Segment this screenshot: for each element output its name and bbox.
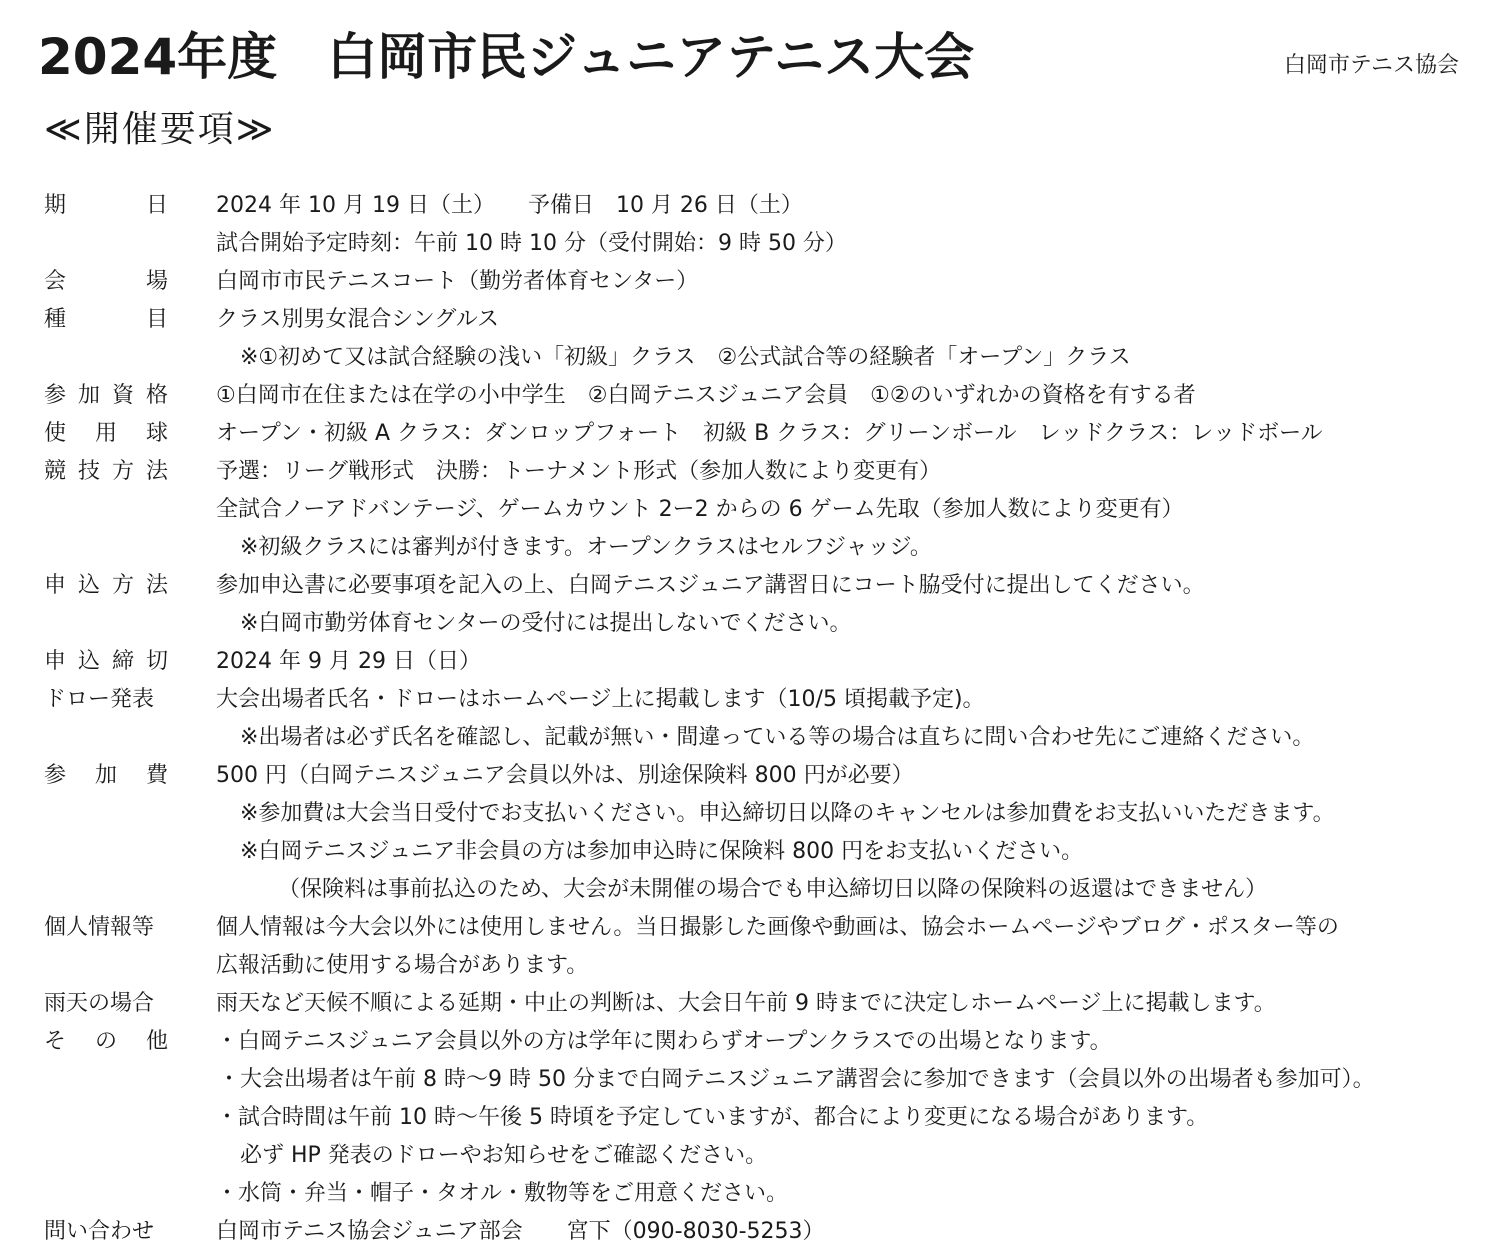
application-text: 参加申込書に必要事項を記入の上、白岡テニスジュニア講習日にコート脇受付に提出してください。 (216, 573, 1205, 598)
event-text: クラス別男女混合シングルス (216, 307, 500, 332)
row-other (0, 1023, 1495, 1061)
row-application-2 (0, 605, 1495, 643)
row-eligibility (0, 377, 1495, 415)
label-rain: 雨天の場合 (44, 991, 155, 1016)
ball-text: オープン・初級 A クラス：ダンロップフォート 初級 B クラス：グリーンボール レッドクラス：レッドボール (216, 421, 1323, 446)
row-other-3 (0, 1099, 1495, 1137)
label-eligibility: 参 加 資 格 (44, 383, 168, 408)
label-application: 申 込 方 法 (44, 573, 168, 598)
row-date (0, 187, 1495, 225)
format-note: ※初級クラスには審判が付きます。オープンクラスはセルフジャッジ。 (240, 535, 932, 560)
eligibility-text: ①白岡市在住または在学の小中学生 ②白岡テニスジュニア会員 ①②のいずれかの資格を有する者 (216, 383, 1196, 408)
fee-text: 500 円（白岡テニスジュニア会員以外は、別途保険料 800 円が必要） (216, 763, 914, 788)
draw-text: 大会出場者氏名・ドローはホームページ上に掲載します（10/5 頃掲載予定)。 (216, 687, 985, 712)
row-format-2 (0, 491, 1495, 529)
row-application (0, 567, 1495, 605)
privacy-text-2: 広報活動に使用する場合があります。 (216, 953, 589, 978)
row-privacy-2 (0, 947, 1495, 985)
row-fee-3 (0, 833, 1495, 871)
row-fee-4 (0, 871, 1495, 909)
row-venue (0, 263, 1495, 301)
row-draw-2 (0, 719, 1495, 757)
row-fee (0, 757, 1495, 795)
details-list (0, 187, 1495, 1251)
rain-text: 雨天など天候不順による延期・中止の判断は、大会日午前 9 時までに決定しホームページ上に掲載します。 (216, 991, 1276, 1016)
deadline-text: 2024 年 9 月 29 日（日） (216, 649, 481, 674)
other-item-1: ・白岡テニスジュニア会員以外の方は学年に関わらずオープンクラスでの出場となります。 (216, 1029, 1112, 1054)
page-title: 2024年度 白岡市民ジュニアテニス大会 (38, 28, 975, 86)
label-draw: ドロー発表 (44, 687, 155, 712)
draw-note: ※出場者は必ず氏名を確認し、記載が無い・間違っている等の場合は直ちに問い合わせ先にご連絡ください。 (240, 725, 1315, 750)
row-deadline (0, 643, 1495, 681)
event-note: ※①初めて又は試合経験の浅い「初級」クラス ②公式試合等の経験者「オープン」クラス (240, 345, 1131, 370)
fee-note-2: ※白岡テニスジュニア非会員の方は参加申込時に保険料 800 円をお支払いください。 (240, 839, 1084, 864)
label-privacy: 個人情報等 (44, 915, 155, 940)
label-ball: 使 用 球 (44, 421, 168, 446)
section-heading: ≪開催要項≫ (44, 109, 276, 150)
label-fee: 参 加 費 (44, 763, 168, 788)
label-event: 種 目 (44, 307, 168, 332)
venue-text: 白岡市市民テニスコート（勤労者体育センター） (216, 269, 699, 294)
date-text: 2024 年 10 月 19 日（土） 予備日 10 月 26 日（土） (216, 193, 803, 218)
format-text: 予選：リーグ戦形式 決勝：トーナメント形式（参加人数により変更有） (216, 459, 942, 484)
label-contact: 問い合わせ (44, 1219, 155, 1244)
other-item-2: ・大会出場者は午前 8 時〜9 時 50 分まで白岡テニスジュニア講習会に参加できます（会員以外の出場者も参加可）。 (218, 1067, 1375, 1092)
row-format-3 (0, 529, 1495, 567)
row-ball (0, 415, 1495, 453)
other-item-4: ・水筒・弁当・帽子・タオル・敷物等をご用意ください。 (216, 1181, 789, 1206)
label-format: 競 技 方 法 (44, 459, 168, 484)
application-note: ※白岡市勤労体育センターの受付には提出しないでください。 (240, 611, 852, 636)
row-draw (0, 681, 1495, 719)
row-format (0, 453, 1495, 491)
row-event-2 (0, 339, 1495, 377)
label-date: 期 日 (44, 193, 168, 218)
label-other: そ の 他 (44, 1029, 168, 1054)
row-other-5 (0, 1175, 1495, 1213)
row-event (0, 301, 1495, 339)
contact-text: 白岡市テニス協会ジュニア部会 宮下（090-8030-5253） (216, 1219, 825, 1244)
row-date-2 (0, 225, 1495, 263)
other-item-3-note: 必ず HP 発表のドローやお知らせをご確認ください。 (240, 1143, 768, 1168)
row-fee-2 (0, 795, 1495, 833)
fee-note-1: ※参加費は大会当日受付でお支払いください。申込締切日以降のキャンセルは参加費をお支払いいただきます。 (240, 801, 1335, 826)
organization-name: 白岡市テニス協会 (1283, 53, 1459, 78)
format-text-2: 全試合ノーアドバンテージ、ゲームカウント 2ー2 からの 6 ゲーム先取（参加人数により変更有） (216, 497, 1184, 522)
row-contact (0, 1213, 1495, 1251)
label-deadline: 申 込 締 切 (44, 649, 168, 674)
row-other-4 (0, 1137, 1495, 1175)
start-time-text: 試合開始予定時刻：午前 10 時 10 分（受付開始：9 時 50 分） (216, 231, 847, 256)
fee-note-3: （保険料は事前払込のため、大会が未開催の場合でも申込締切日以降の保険料の返還はできません） (278, 877, 1268, 902)
row-rain (0, 985, 1495, 1023)
label-venue: 会 場 (44, 269, 168, 294)
privacy-text: 個人情報は今大会以外には使用しません。当日撮影した画像や動画は、協会ホームページやブログ・ポスター等の (216, 915, 1339, 940)
other-item-3: ・試合時間は午前 10 時〜午後 5 時頃を予定していますが、都合により変更になる場合があります。 (216, 1105, 1209, 1130)
row-other-2 (0, 1061, 1495, 1099)
row-privacy (0, 909, 1495, 947)
